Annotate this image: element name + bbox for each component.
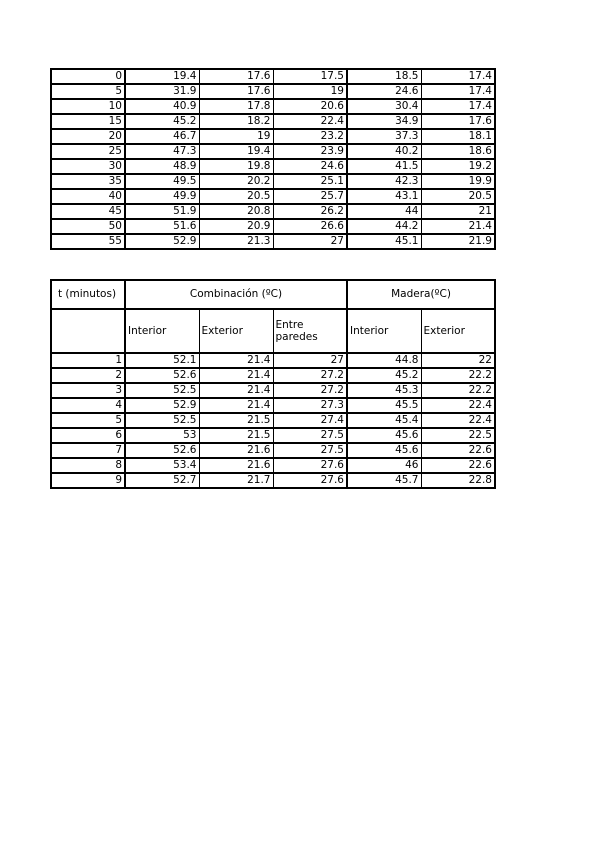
table-1-cell: 15 (51, 114, 125, 129)
table-1-cell: 45 (51, 204, 125, 219)
table-2-cell: 27.5 (273, 443, 347, 458)
table-1-cell: 21.4 (421, 219, 495, 234)
table-2-cell: 45.5 (347, 398, 421, 413)
table-2-cell: 45.2 (347, 368, 421, 383)
table-2-cell: 27.4 (273, 413, 347, 428)
table-2-cell: 45.3 (347, 383, 421, 398)
data-table-2 (50, 279, 496, 489)
table-1-cell: 18.2 (199, 114, 273, 129)
table-2-cell: 45.6 (347, 443, 421, 458)
table-1-cell: 19.2 (421, 159, 495, 174)
table-1-cell: 52.9 (125, 234, 199, 249)
table-2-cell: 8 (51, 458, 125, 473)
table-1-row (51, 234, 495, 249)
table-1-cell: 42.3 (347, 174, 421, 189)
table-2-cell: 22.2 (421, 368, 495, 383)
table-2-row (51, 473, 495, 488)
table-1-cell: 50 (51, 219, 125, 234)
table-1-cell: 23.9 (273, 144, 347, 159)
table-1-cell: 46.7 (125, 129, 199, 144)
table-2-cell: 45.7 (347, 473, 421, 488)
table-1-row (51, 144, 495, 159)
table-1-cell: 20 (51, 129, 125, 144)
table-1-cell: 18.6 (421, 144, 495, 159)
combinacion-exterior-header: Exterior (199, 309, 273, 353)
table-1-cell: 44 (347, 204, 421, 219)
table-1-cell: 40.2 (347, 144, 421, 159)
table-1-cell: 18.1 (421, 129, 495, 144)
table-1-row (51, 219, 495, 234)
table-2-cell: 27.5 (273, 428, 347, 443)
table-1-cell: 20.9 (199, 219, 273, 234)
table-2-cell: 22.5 (421, 428, 495, 443)
time-column-header: t (minutos) (51, 280, 125, 309)
table-2-group-header-row (51, 280, 495, 309)
table-1-cell: 26.6 (273, 219, 347, 234)
table-2-cell: 52.1 (125, 353, 199, 368)
table-1-cell: 17.5 (273, 69, 347, 84)
table-1-cell: 51.9 (125, 204, 199, 219)
table-1-cell: 49.5 (125, 174, 199, 189)
table-1-row (51, 129, 495, 144)
table-2-cell: 1 (51, 353, 125, 368)
table-1-cell: 21.3 (199, 234, 273, 249)
table-2-cell: 3 (51, 383, 125, 398)
table-2-row (51, 368, 495, 383)
table-1-cell: 10 (51, 99, 125, 114)
table-1-cell: 20.5 (199, 189, 273, 204)
entre-paredes-header: Entre paredes (273, 309, 347, 353)
table-1-cell: 27 (273, 234, 347, 249)
table-2-row (51, 398, 495, 413)
table-2-cell: 21.7 (199, 473, 273, 488)
time-subheader-empty (51, 309, 125, 353)
table-1-cell: 5 (51, 84, 125, 99)
table-1-cell: 34.9 (347, 114, 421, 129)
table-2-row (51, 428, 495, 443)
table-2-cell: 27.2 (273, 383, 347, 398)
table-1-cell: 43.1 (347, 189, 421, 204)
data-table-2-body (51, 353, 495, 488)
table-1-cell: 40.9 (125, 99, 199, 114)
table-2-cell: 46 (347, 458, 421, 473)
table-1-cell: 24.6 (347, 84, 421, 99)
table-1-cell: 30 (51, 159, 125, 174)
table-1-cell: 20.2 (199, 174, 273, 189)
table-1-row (51, 114, 495, 129)
table-1-cell: 19.9 (421, 174, 495, 189)
table-1-cell: 21.9 (421, 234, 495, 249)
table-2-cell: 22.2 (421, 383, 495, 398)
table-2-cell: 22.4 (421, 413, 495, 428)
madera-exterior-header: Exterior (421, 309, 495, 353)
table-2-cell: 6 (51, 428, 125, 443)
table-2-row (51, 413, 495, 428)
table-2-row (51, 458, 495, 473)
table-1-cell: 17.8 (199, 99, 273, 114)
data-table-1 (50, 68, 496, 250)
table-1-cell: 22.4 (273, 114, 347, 129)
table-2-cell: 45.6 (347, 428, 421, 443)
table-2-cell: 21.6 (199, 458, 273, 473)
table-1-row (51, 69, 495, 84)
table-1-cell: 17.6 (199, 69, 273, 84)
table-2-cell: 27 (273, 353, 347, 368)
table-2-cell: 22.6 (421, 458, 495, 473)
table-1-row (51, 174, 495, 189)
table-2-cell: 52.7 (125, 473, 199, 488)
table-1-cell: 25.7 (273, 189, 347, 204)
table-2-cell: 21.5 (199, 428, 273, 443)
table-2-cell: 5 (51, 413, 125, 428)
table-1-row (51, 189, 495, 204)
table-1-cell: 17.6 (199, 84, 273, 99)
table-2-cell: 52.5 (125, 413, 199, 428)
table-1-cell: 0 (51, 69, 125, 84)
table-1-cell: 17.4 (421, 99, 495, 114)
table-2-cell: 4 (51, 398, 125, 413)
table-1-cell: 25.1 (273, 174, 347, 189)
table-1-cell: 35 (51, 174, 125, 189)
table-2-cell: 52.5 (125, 383, 199, 398)
table-1-cell: 47.3 (125, 144, 199, 159)
table-2-cell: 27.3 (273, 398, 347, 413)
combinacion-interior-header: Interior (125, 309, 199, 353)
table-2-cell: 45.4 (347, 413, 421, 428)
table-1-cell: 21 (421, 204, 495, 219)
table-1-cell: 51.6 (125, 219, 199, 234)
table-1-cell: 30.4 (347, 99, 421, 114)
table-1-cell: 19 (273, 84, 347, 99)
table-2-cell: 22 (421, 353, 495, 368)
table-1-cell: 23.2 (273, 129, 347, 144)
table-1-cell: 41.5 (347, 159, 421, 174)
table-1-cell: 17.6 (421, 114, 495, 129)
table-1-cell: 19.4 (199, 144, 273, 159)
combinacion-group-header: Combinación (ºC) (125, 280, 347, 309)
table-1-cell: 17.4 (421, 69, 495, 84)
table-1-cell: 31.9 (125, 84, 199, 99)
table-1-row (51, 204, 495, 219)
table-1-cell: 19.4 (125, 69, 199, 84)
table-2-row (51, 443, 495, 458)
table-2-cell: 21.5 (199, 413, 273, 428)
table-1-cell: 20.8 (199, 204, 273, 219)
table-1-cell: 45.1 (347, 234, 421, 249)
table-2-cell: 21.4 (199, 383, 273, 398)
madera-group-header: Madera(ºC) (347, 280, 495, 309)
table-1-cell: 44.2 (347, 219, 421, 234)
table-2-cell: 22.6 (421, 443, 495, 458)
table-1-cell: 19 (199, 129, 273, 144)
table-2-cell: 27.6 (273, 458, 347, 473)
table-2-cell: 44.8 (347, 353, 421, 368)
madera-interior-header: Interior (347, 309, 421, 353)
table-2-cell: 9 (51, 473, 125, 488)
table-2-cell: 21.4 (199, 398, 273, 413)
table-1-row (51, 84, 495, 99)
table-2-cell: 2 (51, 368, 125, 383)
table-1-cell: 55 (51, 234, 125, 249)
table-2-cell: 27.6 (273, 473, 347, 488)
table-1-cell: 24.6 (273, 159, 347, 174)
table-2-cell: 52.9 (125, 398, 199, 413)
table-2-cell: 53 (125, 428, 199, 443)
table-2-cell: 21.6 (199, 443, 273, 458)
table-1-cell: 19.8 (199, 159, 273, 174)
table-1-cell: 48.9 (125, 159, 199, 174)
table-2-cell: 7 (51, 443, 125, 458)
table-1-cell: 18.5 (347, 69, 421, 84)
table-1-cell: 40 (51, 189, 125, 204)
table-2-cell: 53.4 (125, 458, 199, 473)
table-2-cell: 22.8 (421, 473, 495, 488)
table-1-cell: 37.3 (347, 129, 421, 144)
table-1-cell: 17.4 (421, 84, 495, 99)
table-2-cell: 52.6 (125, 443, 199, 458)
table-2-subheader-row (51, 309, 495, 353)
table-1-row (51, 159, 495, 174)
table-1-cell: 26.2 (273, 204, 347, 219)
table-1-cell: 20.6 (273, 99, 347, 114)
table-1-cell: 45.2 (125, 114, 199, 129)
table-2-row (51, 383, 495, 398)
table-2-cell: 21.4 (199, 353, 273, 368)
table-2-cell: 52.6 (125, 368, 199, 383)
table-2-cell: 21.4 (199, 368, 273, 383)
table-1-cell: 25 (51, 144, 125, 159)
table-1-cell: 49.9 (125, 189, 199, 204)
table-1-row (51, 99, 495, 114)
table-2-cell: 22.4 (421, 398, 495, 413)
data-table-1-body (51, 69, 495, 249)
table-2-row (51, 353, 495, 368)
table-2-cell: 27.2 (273, 368, 347, 383)
table-1-cell: 20.5 (421, 189, 495, 204)
